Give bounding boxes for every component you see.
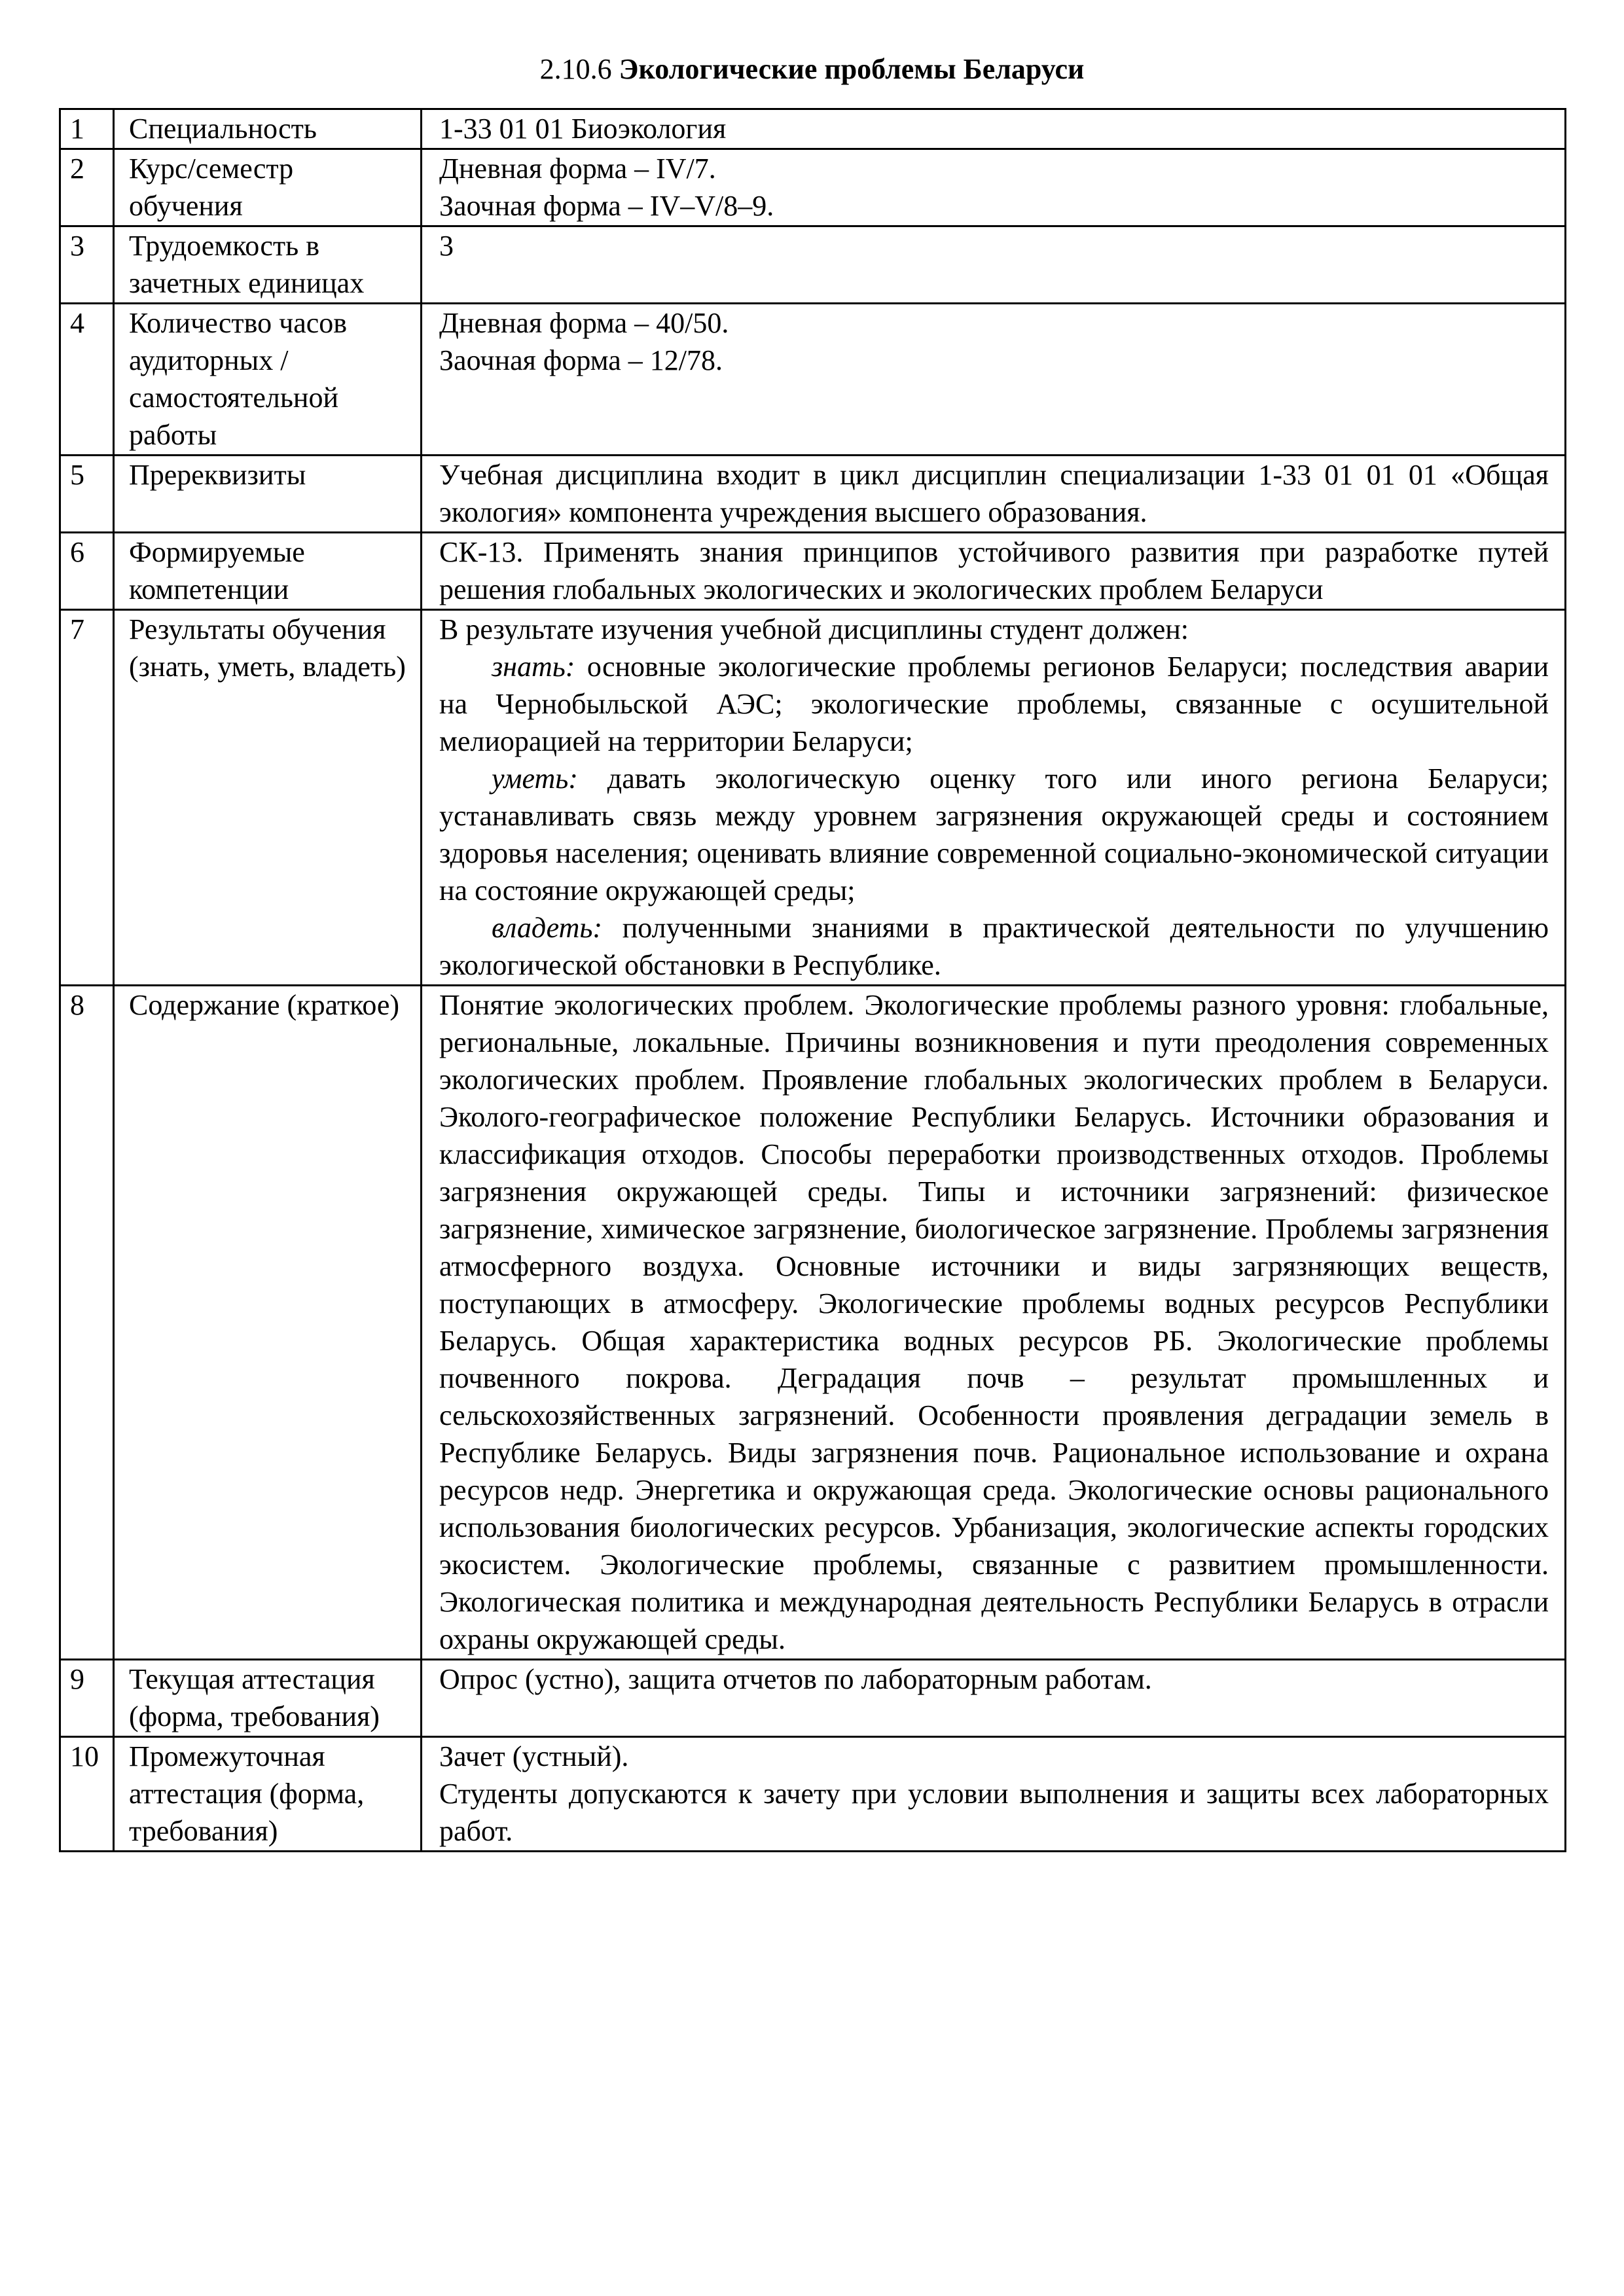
can-term: уметь:	[492, 762, 578, 795]
own-term: владеть:	[492, 912, 603, 944]
row-label: Пререквизиты	[114, 456, 422, 533]
section-number: 2.10.6	[539, 53, 612, 85]
section-title: Экологические проблемы Беларуси	[619, 53, 1085, 85]
row-number: 8	[60, 986, 114, 1660]
table-row	[60, 109, 1566, 149]
credits-value: 3	[439, 230, 454, 262]
outcomes-can	[439, 760, 1549, 909]
row-number: 3	[60, 226, 114, 304]
syllabus-table	[59, 108, 1566, 1852]
row-label: Промежуточная аттестация (форма, требования)	[114, 1737, 422, 1852]
row-label: Количество часов аудиторных / самостоятельной работы	[114, 304, 422, 456]
outcomes-intro: В результате изучения учебной дисциплины студент должен:	[439, 613, 1189, 645]
learning-outcomes-value	[422, 610, 1566, 986]
know-text: основные экологические проблемы регионов Беларуси; последствия аварии на Чернобыльской АЭС; экологические проблемы, связанные с осушительной мелиорацией на территории Беларуси;	[439, 651, 1549, 757]
exam-type: Зачет (устный).	[439, 1740, 629, 1772]
part-time-hours: Заочная форма – 12/78.	[439, 344, 723, 376]
current-assessment-value: Опрос (устно), защита отчетов по лабораторным работам.	[422, 1660, 1566, 1737]
row-number: 6	[60, 533, 114, 610]
interim-assessment-value	[422, 1737, 1566, 1852]
row-label: Трудоемкость в зачетных единицах	[114, 226, 422, 304]
row-number: 5	[60, 456, 114, 533]
row-label: Формируемые компетенции	[114, 533, 422, 610]
table-row	[60, 533, 1566, 610]
know-term: знать:	[492, 651, 575, 683]
table-row	[60, 456, 1566, 533]
row-value	[422, 304, 1566, 456]
table-row	[60, 226, 1566, 304]
row-number: 4	[60, 304, 114, 456]
full-time-semester: Дневная форма – IV/7.	[439, 152, 716, 185]
row-label: Результаты обучения (знать, уметь, владеть)	[114, 610, 422, 986]
exam-admission-requirements: Студенты допускаются к зачету при условии выполнения и защиты всех лабораторных работ.	[439, 1778, 1549, 1847]
own-text: полученными знаниями в практической деятельности по улучшению экологической обстановки в Республике.	[439, 912, 1549, 981]
full-time-hours: Дневная форма – 40/50.	[439, 307, 729, 339]
content-summary-value: Понятие экологических проблем. Экологические проблемы разного уровня: глобальные, региональные, локальные. Причины возникновения и пути преодоления современных экологических проблем. Проявление глобальных экологических проблем в Беларуси. Эколого-географическое положение Республики Беларусь. Источники образования и классификация отходов. Способы переработки производственных отходов. Проблемы загрязнения окружающей среды. Типы и источники загрязнений: физическое загрязнение, химическое загрязнение, биологическое загрязнение. Проблемы загрязнения атмосферного воздуха. Основные источники и виды загрязняющих веществ, поступающих в атмосферу. Экологические проблемы водных ресурсов Республики Беларусь. Общая характеристика водных ресурсов РБ. Экологические проблемы почвенного покрова. Деградация почв – результат промышленных и сельскохозяйственных загрязнений. Особенности проявления деградации земель в Республике Беларусь. Виды загрязнения почв. Рациональное использование и охрана ресурсов недр. Энергетика и окружающая среда. Экологические основы рационального использования биологических ресурсов. Урбанизация, экологические аспекты городских экосистем. Экологические проблемы, связанные с развитием промышленности. Экологическая политика и международная деятельность Республики Беларусь в отрасли охраны окружающей среды.	[422, 986, 1566, 1660]
row-value	[422, 109, 1566, 149]
outcomes-know	[439, 648, 1549, 760]
row-value	[422, 149, 1566, 226]
outcomes-own	[439, 909, 1549, 984]
row-label: Текущая аттестация (форма, требования)	[114, 1660, 422, 1737]
part-time-semester: Заочная форма – IV–V/8–9.	[439, 190, 774, 222]
table-row	[60, 1737, 1566, 1852]
row-label: Специальность	[114, 109, 422, 149]
competencies-value: СК-13. Применять знания принципов устойчивого развития при разработке путей решения глобальных экологических и экологических проблем Беларуси	[422, 533, 1566, 610]
row-number: 2	[60, 149, 114, 226]
table-row	[60, 304, 1566, 456]
specialty-value: 1-33 01 01 Биоэкология	[439, 113, 727, 145]
prerequisites-value: Учебная дисциплина входит в цикл дисциплин специализации 1-33 01 01 01 «Общая экология» компонента учреждения высшего образования.	[422, 456, 1566, 533]
table-row	[60, 149, 1566, 226]
row-label: Курс/семестр обучения	[114, 149, 422, 226]
page-title	[0, 51, 1624, 88]
row-number: 9	[60, 1660, 114, 1737]
table-row	[60, 986, 1566, 1660]
table-row	[60, 610, 1566, 986]
row-value	[422, 226, 1566, 304]
row-number: 1	[60, 109, 114, 149]
row-number: 7	[60, 610, 114, 986]
table-row	[60, 1660, 1566, 1737]
row-number: 10	[60, 1737, 114, 1852]
row-label: Содержание (краткое)	[114, 986, 422, 1660]
can-text: давать экологическую оценку того или иного региона Беларуси; устанавливать связь между уровнем загрязнения окружающей среды и состоянием здоровья населения; оценивать влияние современной социально-экономической ситуации на состояние окружающей среды;	[439, 762, 1549, 906]
